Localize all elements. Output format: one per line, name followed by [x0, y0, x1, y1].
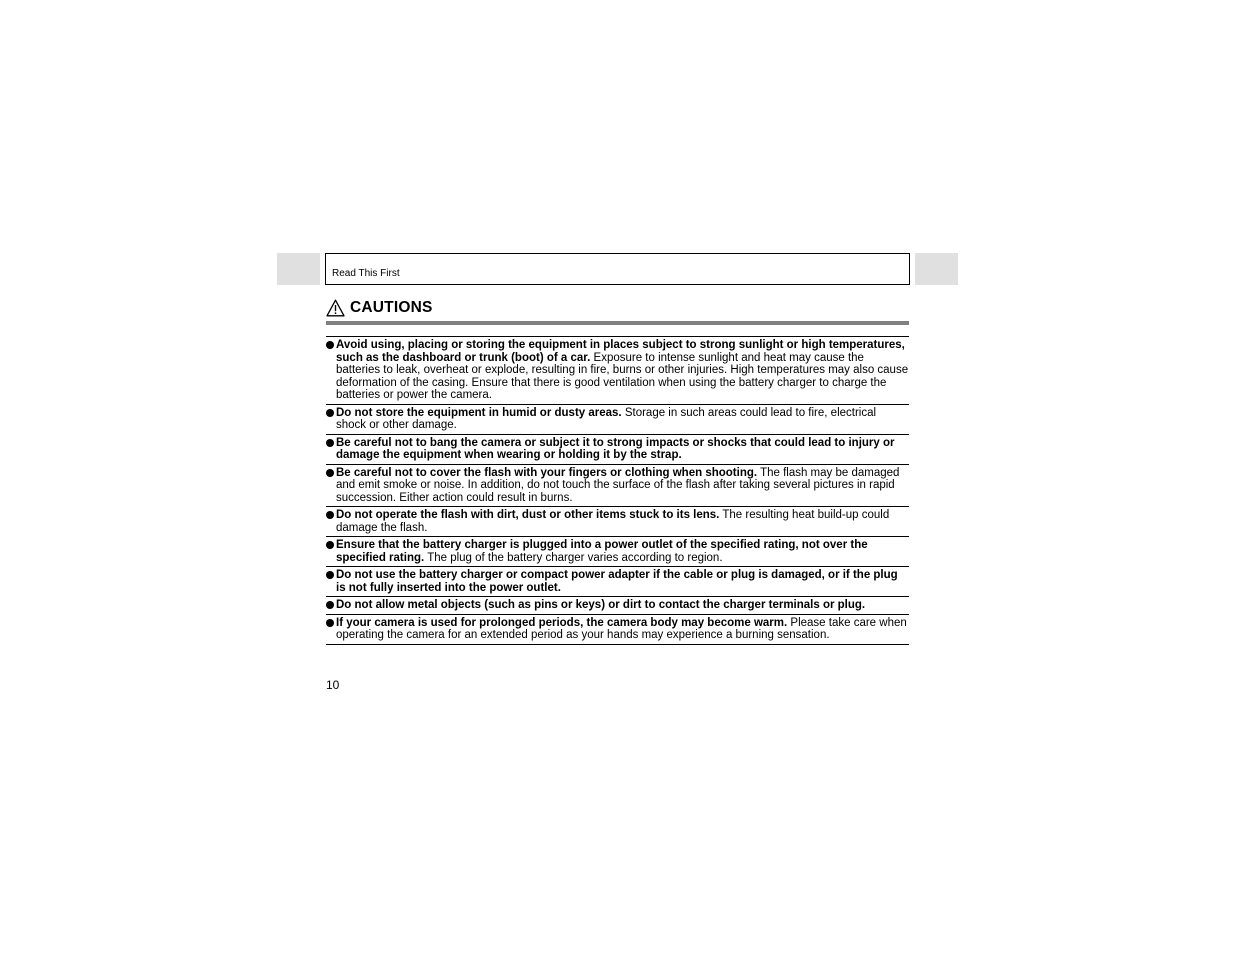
page-number: 10 [326, 678, 340, 692]
bullet-icon [326, 511, 334, 519]
caution-bold-text: Be careful not to cover the flash with your fingers or clothing when shooting. [336, 466, 758, 479]
caution-item [326, 507, 909, 537]
caution-item [326, 567, 909, 597]
cautions-list [326, 336, 909, 645]
bullet-icon [326, 571, 334, 579]
caution-bold-text: If your camera is used for prolonged periods, the camera body may become warm. [336, 616, 788, 629]
bullet-icon [326, 439, 334, 447]
running-header [325, 253, 910, 285]
bullet-icon [326, 341, 334, 349]
caution-bold-text: Do not use the battery charger or compact power adapter if the cable or plug is damaged, or if the plug is not fully inserted into the power outlet. [336, 569, 898, 594]
caution-bold-text: Avoid using, placing or storing the equipment in places subject to strong sunlight or high temperatures, such as the dashboard or trunk (boot) of a car. [336, 339, 905, 364]
caution-item [326, 337, 909, 405]
caution-body-text: Please take care when operating the camera for an extended period as your hands may experience a burning sensation. [336, 616, 907, 641]
caution-body-text: The flash may be damaged and emit smoke or noise. In addition, do not touch the surface of the flash after taking several pictures in rapid succession. Either action could result in burns. [336, 466, 900, 504]
title-rule [326, 321, 909, 325]
left-page-tab [277, 253, 320, 285]
caution-item [326, 405, 909, 435]
bullet-icon [326, 619, 334, 627]
caution-item [326, 435, 909, 465]
caution-bold-text: Be careful not to bang the camera or subject it to strong impacts or shocks that could lead to injury or damage the equipment when wearing or holding it by the strap. [336, 436, 895, 461]
caution-body-text: Exposure to intense sunlight and heat may cause the batteries to leak, overheat or explode, resulting in fire, burns or other injuries. High temperatures may also cause deformation of the casing. Ensure that there is good ventilation when using the battery charger to charge the batteries or power the camera. [336, 351, 909, 401]
caution-item [326, 615, 909, 645]
caution-bold-text: Do not operate the flash with dirt, dust or other items stuck to its lens. [336, 509, 720, 521]
caution-item [326, 465, 909, 508]
bullet-icon [326, 409, 334, 417]
section-title: CAUTIONS [350, 299, 433, 316]
caution-body-text: The resulting heat build-up could damage the flash. [336, 509, 890, 534]
caution-body-text: Storage in such areas could lead to fire, electrical shock or other damage. [336, 406, 877, 431]
bullet-icon [326, 541, 334, 549]
right-page-tab [915, 253, 958, 285]
caution-item [326, 597, 909, 615]
running-header-label: Read This First [332, 268, 400, 279]
caution-item [326, 537, 909, 567]
bullet-icon [326, 469, 334, 477]
section-heading [326, 298, 433, 318]
bullet-icon [326, 601, 334, 609]
caution-bold-text: Do not store the equipment in humid or dusty areas. [336, 406, 622, 419]
caution-bold-text: Do not allow metal objects (such as pins or keys) or dirt to contact the charger terminals or plug. [336, 599, 866, 611]
caution-body-text: The plug of the battery charger varies according to region. [427, 551, 723, 564]
warning-triangle-icon [326, 299, 345, 317]
caution-bold-text: Ensure that the battery charger is plugged into a power outlet of the specified rating, not over the specified rating. [336, 539, 868, 564]
